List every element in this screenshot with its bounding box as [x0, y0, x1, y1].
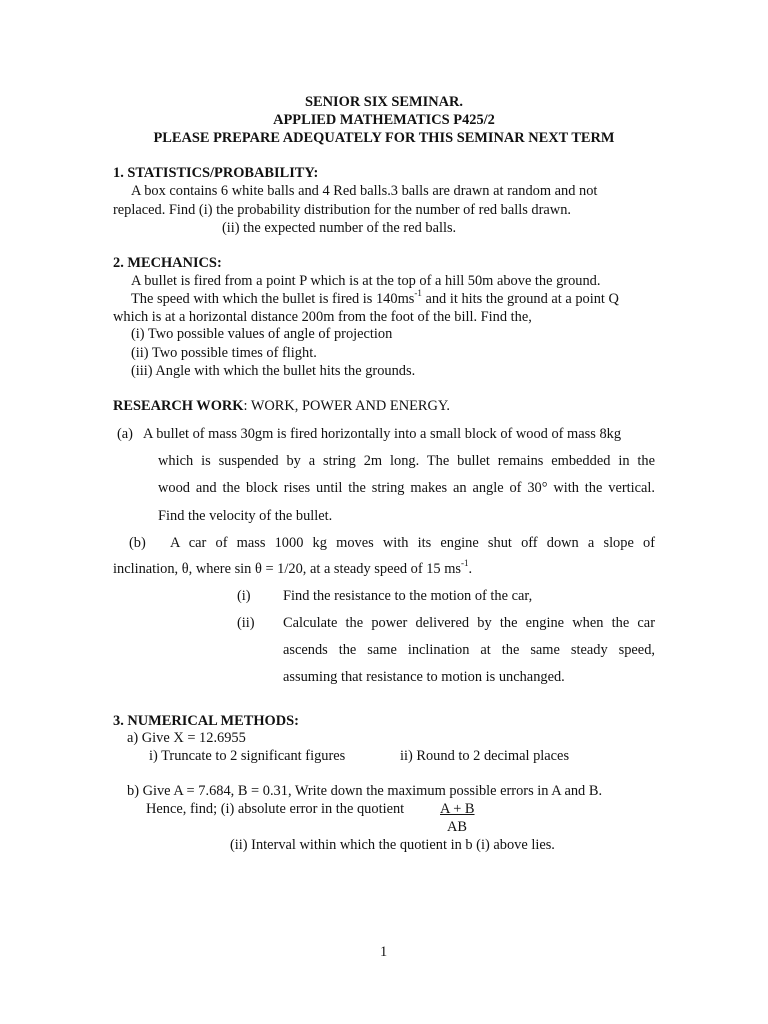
numerical-b-line-2: Hence, find; (i) absolute error in the quotient	[146, 801, 405, 817]
fraction-numerator: A + B	[440, 801, 475, 817]
mechanics-line-3: which is at a horizontal distance 200m from the foot of the bill. Find the,	[113, 309, 532, 325]
numerical-a-item-i: i) Truncate to 2 significant figures	[149, 748, 346, 764]
title-line-3: PLEASE PREPARE ADEQUATELY FOR THIS SEMINAR NEXT TERM	[153, 130, 615, 146]
research-a-line-4: Find the velocity of the bullet.	[158, 508, 333, 524]
research-a-line-1: A bullet of mass 30gm is fired horizontally into a small block of wood of mass 8kg	[143, 426, 622, 442]
research-b-ii-line-3: assuming that resistance to motion is unchanged.	[283, 669, 565, 685]
mechanics-item-iii: (iii) Angle with which the bullet hits the grounds.	[131, 363, 416, 379]
research-a-line-2: which is suspended by a string 2m long. The bullet remains embedded in the	[158, 453, 655, 469]
numerical-heading: 3. NUMERICAL METHODS:	[113, 713, 299, 729]
numerical-a-item-ii: ii) Round to 2 decimal places	[400, 748, 570, 764]
research-heading: RESEARCH WORK: WORK, POWER AND ENERGY.	[113, 398, 451, 414]
research-a-label: (a)	[117, 426, 133, 442]
page-number: 1	[380, 944, 388, 960]
statistics-line-3: (ii) the expected number of the red balls.	[222, 220, 457, 236]
mechanics-item-i: (i) Two possible values of angle of projection	[131, 326, 393, 342]
research-b-ii-line-1: Calculate the power delivered by the engine when the car	[283, 615, 655, 631]
research-b-line-1: A car of mass 1000 kg moves with its engine shut off down a slope of	[170, 535, 655, 551]
research-b-i-label: (i)	[237, 588, 251, 604]
research-b-label: (b)	[129, 535, 146, 551]
numerical-b-line-3: (ii) Interval within which the quotient in b (i) above lies.	[230, 837, 555, 853]
statistics-line-2: replaced. Find (i) the probability distribution for the number of red balls drawn.	[113, 202, 571, 218]
mechanics-line-2: The speed with which the bullet is fired is $140ms^{-1}$ and it hits the ground at a point Q	[131, 288, 619, 307]
research-a-line-3: wood and the block rises until the string makes an angle of 30° with the vertical.	[158, 480, 655, 496]
numerical-b-line-1: b) Give A = 7.684, B = 0.31, Write down the maximum possible errors in A and B.	[127, 783, 603, 799]
title-line-2: APPLIED MATHEMATICS P425/2	[273, 112, 495, 128]
statistics-line-1: A box contains 6 white balls and 4 Red balls.3 balls are drawn at random and not	[131, 183, 598, 199]
numerical-a-line-1: a) Give X = 12.6955	[127, 730, 246, 746]
research-b-line-2: inclination, θ, where sin θ = 1/20, at a steady speed of 15 $ms^{-1}$.	[113, 558, 473, 577]
research-b-ii-label: (ii)	[237, 615, 255, 631]
research-b-ii-line-2: ascends the same inclination at the same steady speed,	[283, 642, 655, 658]
title-line-1: SENIOR SIX SEMINAR.	[305, 94, 463, 110]
research-b-i-text: Find the resistance to the motion of the car,	[283, 588, 533, 604]
mechanics-heading: 2. MECHANICS:	[113, 255, 222, 271]
mechanics-item-ii: (ii) Two possible times of flight.	[131, 345, 317, 361]
mechanics-line-1: A bullet is fired from a point P which is at the top of a hill 50m above the ground.	[131, 273, 601, 289]
statistics-heading: 1. STATISTICS/PROBABILITY:	[113, 165, 319, 181]
fraction-denominator: AB	[447, 819, 467, 835]
